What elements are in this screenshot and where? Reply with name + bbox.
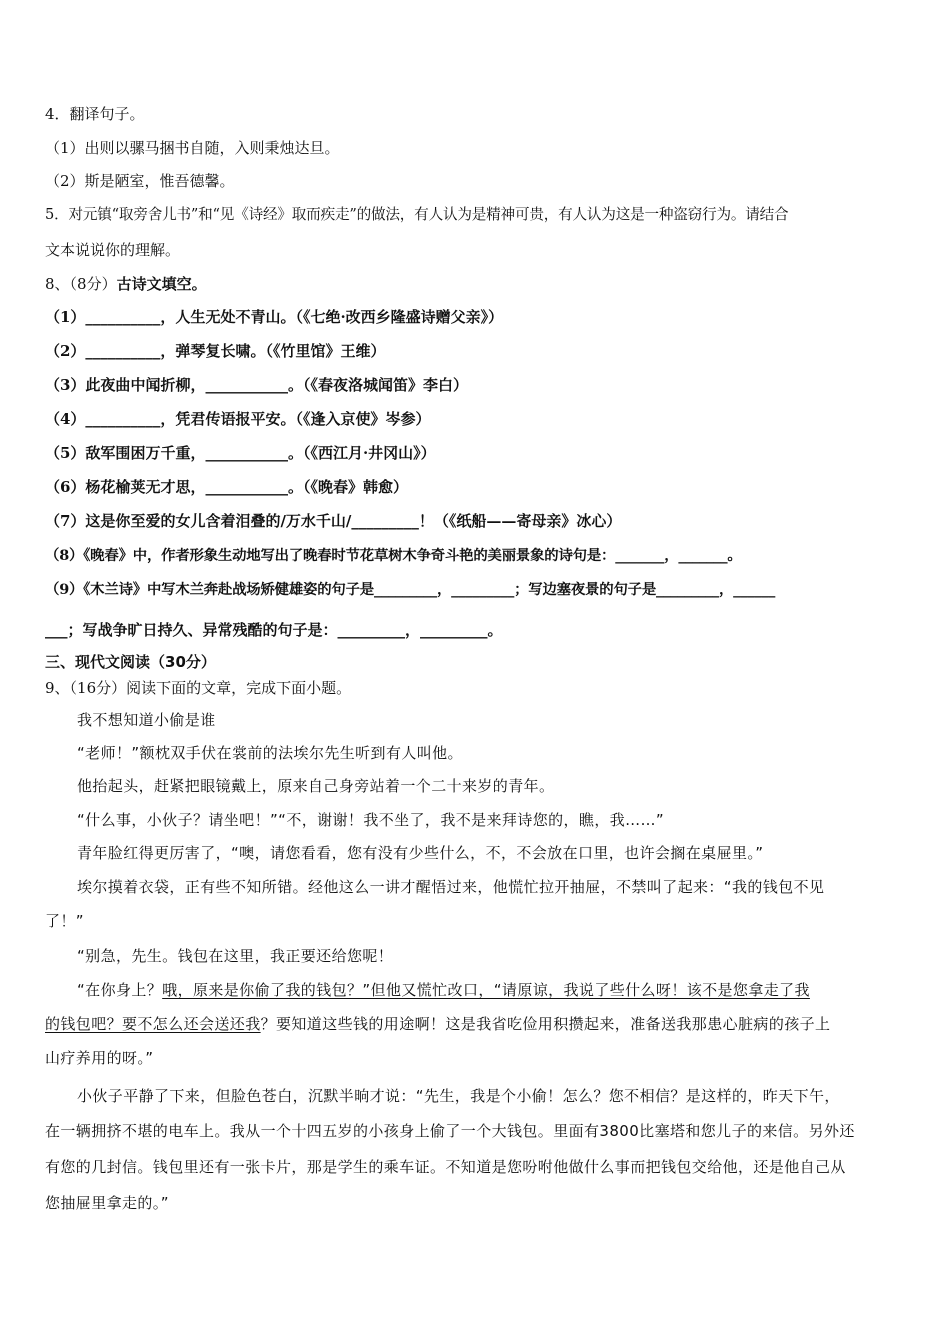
question-8-heading <box>45 274 207 294</box>
section-3-title: 三、现代文阅读（30分） <box>45 653 216 671</box>
article-paragraph-2: 他抬起头，赶紧把眼镜戴上，原来自己身旁站着一个二十来岁的青年。 <box>77 777 555 795</box>
article-paragraph-7-line-2 <box>45 1014 830 1034</box>
question-8-item-7: （7）这是你至爱的女儿含着泪叠的/万水千山/_________！（《纸船——寄母亲》冰心） <box>45 512 622 530</box>
article-paragraph-7-text-2: ？要知道这些钱的用途啊！这是我省吃俭用积攒起来，准备送我那患心脏病的孩子上 <box>260 1015 831 1033</box>
question-8-item-4: （4）__________，凭君传语报平安。（《逢入京使》岑参） <box>45 410 431 428</box>
question-8-prefix: 8、（8分） <box>45 275 117 293</box>
question-8-item-9-line-2: ___；写战争旷日持久、异常残酷的句子是：_________，_________。 <box>45 621 503 639</box>
underlined-passage-end: 的钱包吧？要不怎么还会送还我 <box>45 1015 261 1033</box>
question-4-item-1: （1）出则以骡马捆书自随，入则秉烛达旦。 <box>45 139 340 157</box>
article-paragraph-4: 青年脸红得更厉害了，“噢，请您看看，您有没有少些什么，不，不会放在口里，也许会搁在桌屉里。” <box>77 844 764 862</box>
article-paragraph-8-line-2: 在一辆拥挤不堪的电车上。我从一个十四五岁的小孩身上偷了一个大钱包。里面有3800比塞塔和您儿子的来信。另外还 <box>45 1122 855 1140</box>
article-paragraph-3: “什么事，小伙子？请坐吧！”“不，谢谢！我不坐了，我不是来拜诗您的，瞧，我……” <box>77 811 665 829</box>
article-paragraph-8-line-3: 有您的几封信。钱包里还有一张卡片，那是学生的乘车证。不知道是您吩咐他做什么事而把钱包交给他，还是他自己从 <box>45 1158 846 1176</box>
question-4-stem: 4．翻译句子。 <box>45 105 145 123</box>
article-paragraph-6: “别急，先生。钱包在这里，我正要还给您呢！ <box>77 947 394 965</box>
article-title: 我不想知道小偷是谁 <box>77 711 216 729</box>
article-paragraph-5-line-2: 了！” <box>45 912 84 930</box>
question-8-item-5: （5）敌军围困万千重，___________。（《西江月·井冈山》） <box>45 444 436 462</box>
question-8-item-6: （6）杨花榆荚无才思，___________。（《晚春》韩愈） <box>45 478 408 496</box>
question-4-item-2: （2）斯是陋室，惟吾德馨。 <box>45 172 235 190</box>
article-paragraph-7-line-3: 山疗养用的呀。” <box>45 1049 154 1067</box>
article-paragraph-1: “老师！”额枕双手伏在裳前的法埃尔先生听到有人叫他。 <box>77 744 463 762</box>
article-paragraph-8-line-4: 您抽屉里拿走的。” <box>45 1194 169 1212</box>
question-5-line-1: 5．对元镇“取旁舍儿书”和“见《诗经》取而疾走”的做法，有人认为是精神可贵，有人认为这是一种盗窃行为。请结合 <box>45 206 789 223</box>
question-8-item-9-line-1: （9）《木兰诗》中写木兰奔赴战场矫健雄姿的句子是_________，_________；写边塞夜景的句子是_________，______ <box>45 581 776 598</box>
article-paragraph-7-text: “在你身上？ <box>77 981 163 999</box>
article-paragraph-5-line-1: 埃尔摸着衣袋，正有些不知所错。经他这么一讲才醒悟过来，他慌忙拉开抽屉，不禁叫了起来：“我的钱包不见 <box>77 878 825 896</box>
question-8-item-8: （8）《晚春》中，作者形象生动地写出了晚春时节花草树木争奇斗艳的美丽景象的诗句是：_______，_______。 <box>45 547 742 564</box>
question-8-item-2: （2）__________，弹琴复长啸。（《竹里馆》王维） <box>45 342 386 360</box>
question-8-title: 古诗文填空。 <box>116 275 207 293</box>
underlined-passage: 哦，原来是你偷了我的钱包？”但他又慌忙改口，“请原谅，我说了些什么呀！该不是您拿走了我 <box>162 981 810 999</box>
question-8-item-1: （1）__________，人生无处不青山。（《七绝·改西乡隆盛诗赠父亲》） <box>45 308 504 326</box>
article-paragraph-7-line-1 <box>77 980 810 1000</box>
question-8-item-3: （3）此夜曲中闻折柳，___________。（《春夜洛城闻笛》李白） <box>45 376 468 394</box>
question-9-stem: 9、（16分）阅读下面的文章，完成下面小题。 <box>45 679 352 697</box>
article-paragraph-8-line-1: 小伙子平静了下来，但脸色苍白，沉默半晌才说：“先生，我是个小偷！怎么？您不相信？是这样的，昨天下午， <box>77 1087 840 1105</box>
question-5-line-2: 文本说说你的理解。 <box>45 241 181 259</box>
